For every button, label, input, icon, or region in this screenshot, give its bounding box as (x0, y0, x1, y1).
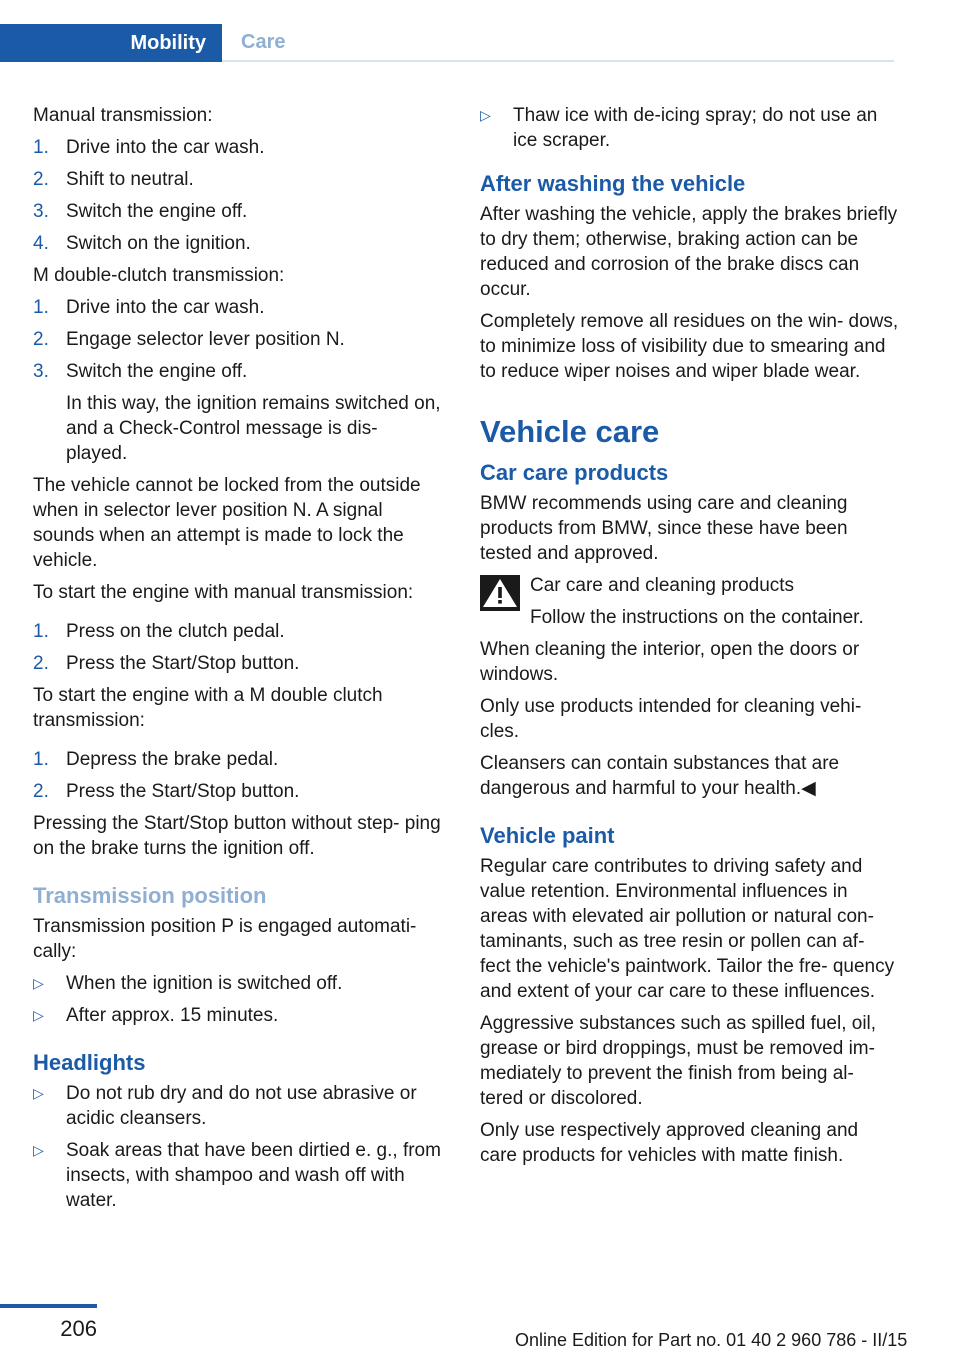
paragraph: Completely remove all residues on the win‐ dows, to minimize loss of visibility due to smearing and to reduce wiper noises and wiper blade wear. (480, 311, 899, 382)
paragraph: BMW recommends using care and cleaning products from BMW, since these have been tested and approved. (480, 493, 848, 564)
step-number: 3. (33, 361, 49, 382)
paragraph: Transmission position P is engaged automati‐ cally: (33, 916, 417, 962)
step-note: In this way, the ignition remains switched on, and a Check-Control message is dis‐ played. (66, 393, 441, 464)
tab-care[interactable]: Care (241, 30, 286, 53)
section-title-car-care-products: Car care products (480, 460, 669, 485)
manual-transmission-heading: Manual transmission: (33, 105, 213, 126)
bullet-triangle-icon: ▷ (33, 1007, 44, 1023)
section-title-vehicle-paint: Vehicle paint (480, 823, 615, 848)
right-column (480, 103, 900, 1175)
list-item: 2. Engage selector lever position N. (33, 329, 345, 350)
bullet-triangle-icon: ▷ (33, 1142, 44, 1158)
list-item: ▷ Do not rub dry and do not use abrasive or acidic cleansers. (33, 1083, 417, 1129)
paragraph: Pressing the Start/Stop button without step‐ ping on the brake turns the ignition off. (33, 813, 441, 859)
tab-mobility[interactable]: Mobility (0, 24, 222, 62)
list-item: 1. Depress the brake pedal. (33, 749, 279, 770)
list-item: 1. Drive into the car wash. (33, 297, 265, 318)
step-number: 1. (33, 621, 49, 642)
paragraph: To start the engine with manual transmission: (33, 582, 414, 603)
mdct-heading: M double-clutch transmission: (33, 265, 285, 286)
warning-text: Follow the instructions on the container. (530, 607, 864, 628)
chapter-title-vehicle-care: Vehicle care (480, 414, 660, 449)
list-item: 2. Press the Start/Stop button. (33, 781, 300, 802)
warning-box (480, 573, 900, 630)
step-number: 1. (33, 749, 49, 770)
paragraph: The vehicle cannot be locked from the outside when in selector lever position N. A signal sounds when an attempt is made to lock the vehicle. (33, 475, 421, 571)
section-title-transmission: Transmission position (33, 883, 267, 908)
list-item: 2. Press the Start/Stop button. (33, 653, 300, 674)
step-number: 3. (33, 201, 49, 222)
paragraph: Only use products intended for cleaning vehi‐ cles. (480, 696, 862, 742)
paragraph: To start the engine with a M double clutch transmission: (33, 685, 383, 731)
list-item: ▷ After approx. 15 minutes. (33, 1005, 279, 1026)
paragraph: Aggressive substances such as spilled fuel, oil, grease or bird droppings, must be removed im‐ mediately to prevent the finish from being al‐ tered or discolored. (480, 1013, 877, 1109)
list-item: 3. Switch the engine off. (33, 201, 248, 222)
section-title-after-washing: After washing the vehicle (480, 171, 746, 196)
paragraph: Cleansers can contain substances that are dangerous and harmful to your health.◀ (480, 753, 840, 799)
page-header (0, 24, 894, 62)
list-item: 2. Shift to neutral. (33, 169, 194, 190)
paragraph: After washing the vehicle, apply the brakes briefly to dry them; otherwise, braking action can be reduced and corrosion of the brake discs can occur. (480, 204, 898, 300)
step-number: 1. (33, 297, 49, 318)
list-item: 3. Switch the engine off. (33, 361, 248, 382)
list-item: 1. Press on the clutch pedal. (33, 621, 285, 642)
list-item: ▷ Soak areas that have been dirtied e. g., from insects, with shampoo and wash off with water. (33, 1140, 441, 1211)
list-item: 1. Drive into the car wash. (33, 137, 265, 158)
step-number: 2. (33, 329, 49, 350)
paragraph: Only use respectively approved cleaning and care products for vehicles with matte finish. (480, 1120, 859, 1166)
bullet-triangle-icon: ▷ (33, 975, 44, 991)
warning-icon (480, 575, 520, 611)
step-number: 2. (33, 169, 49, 190)
step-number: 4. (33, 233, 49, 254)
section-title-headlights: Headlights (33, 1050, 146, 1075)
bullet-triangle-icon: ▷ (480, 107, 491, 123)
list-item: ▷ Thaw ice with de-icing spray; do not use an ice scraper. (480, 105, 878, 151)
paragraph: When cleaning the interior, open the doors or windows. (480, 639, 860, 685)
step-number: 2. (33, 653, 49, 674)
warning-title: Car care and cleaning products (530, 575, 795, 596)
footer-rule (0, 1304, 97, 1308)
left-column (33, 103, 443, 1220)
list-item: ▷ When the ignition is switched off. (33, 973, 343, 994)
step-number: 1. (33, 137, 49, 158)
paragraph: Regular care contributes to driving safety and value retention. Environmental influences in areas with elevated air pollution or natural con‐ taminants, such as tree resin or pollen can af‐ fect the vehicle's paintwork. Tailor the fre‐ quency and extent of your car care to these influences. (480, 856, 895, 1002)
list-item: 4. Switch on the ignition. (33, 233, 251, 254)
page-number: 206 (60, 1316, 97, 1341)
bullet-triangle-icon: ▷ (33, 1085, 44, 1101)
edition-footer: Online Edition for Part no. 01 40 2 960 786 - II/15 (515, 1330, 908, 1350)
step-number: 2. (33, 781, 49, 802)
